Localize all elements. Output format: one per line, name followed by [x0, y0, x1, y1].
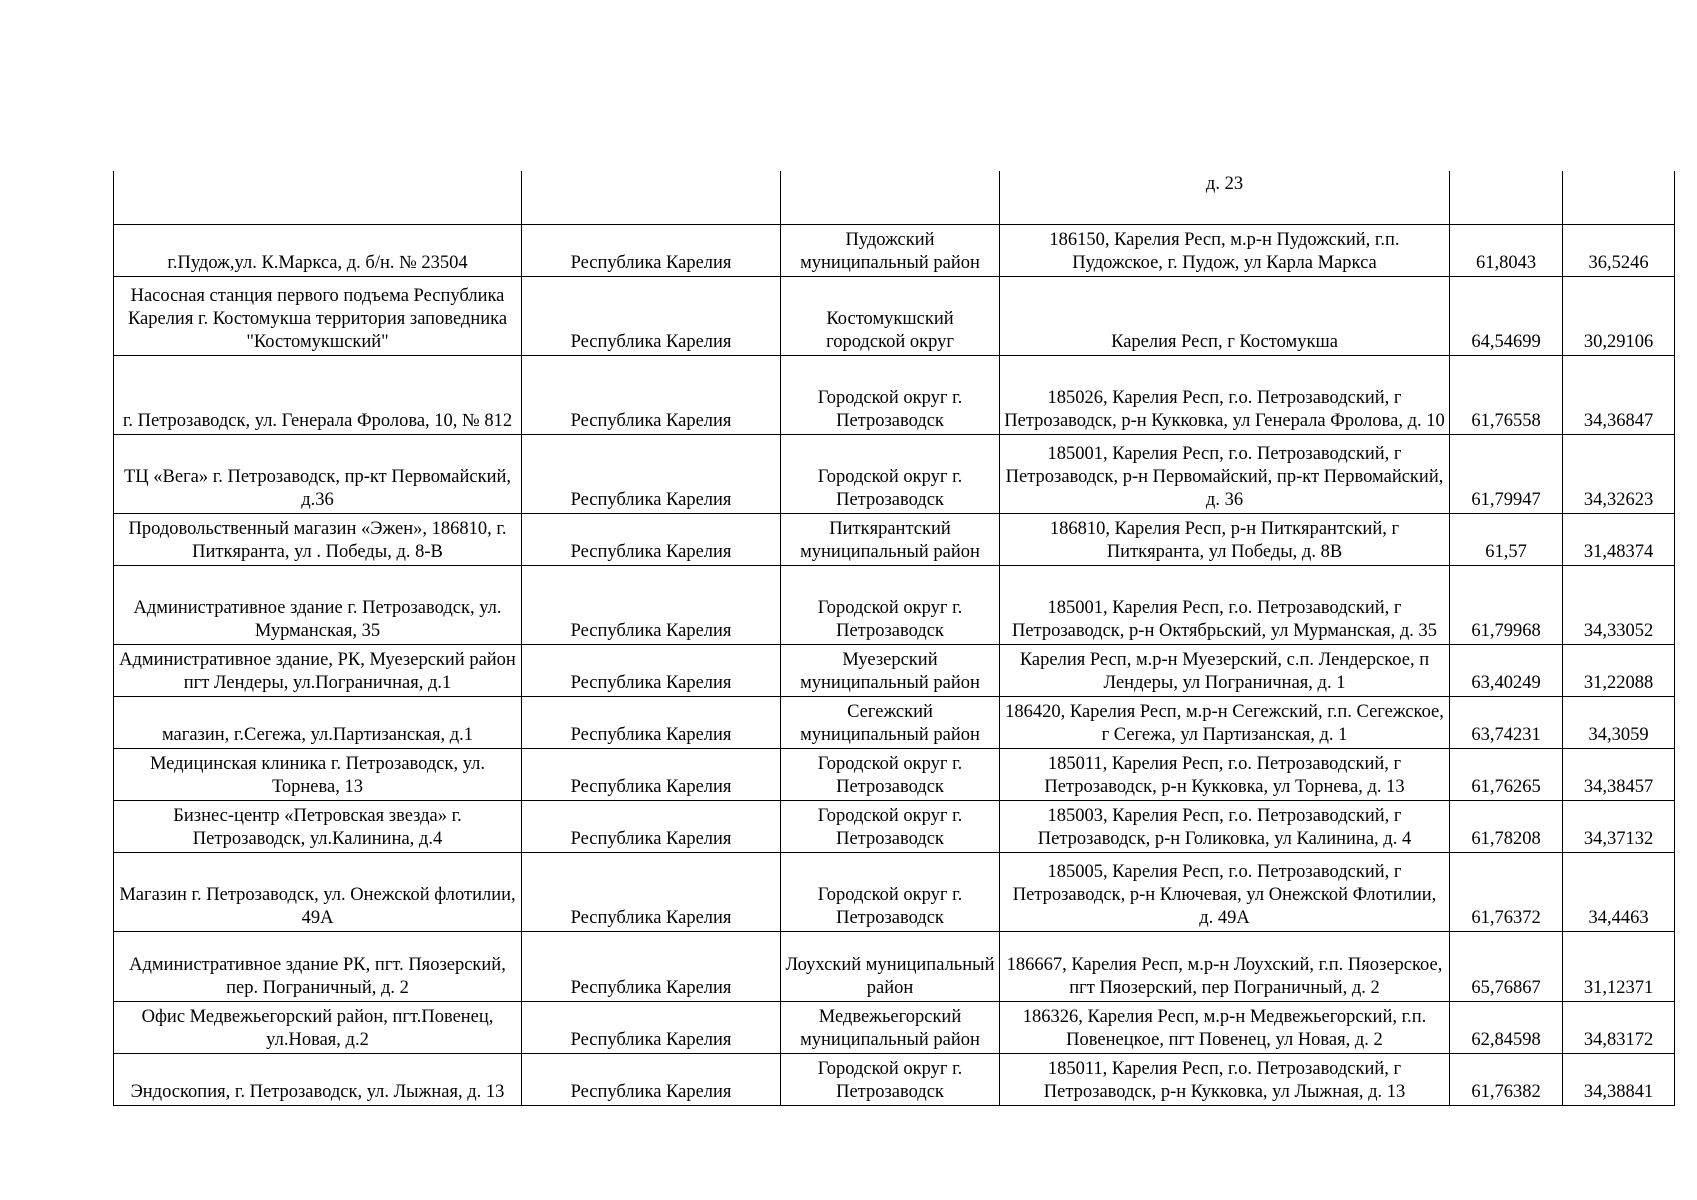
cell-region: Республика Карелия	[522, 434, 781, 513]
cell-region: Республика Карелия	[522, 565, 781, 644]
cell-region: Республика Карелия	[522, 513, 781, 565]
cell-address: Карелия Респ, г Костомукша	[1000, 276, 1450, 355]
cell-region: Республика Карелия	[522, 224, 781, 276]
cell-address: Карелия Респ, м.р-н Муезерский, с.п. Лендерское, п Лендеры, ул Пограничная, д. 1	[1000, 644, 1450, 696]
table-row	[114, 224, 1675, 276]
cell-municipality: Городской округ г. Петрозаводск	[781, 800, 1000, 852]
cell-longitude: 34,3059	[1563, 696, 1675, 748]
table-body	[114, 171, 1675, 1105]
cell-longitude	[1563, 171, 1675, 224]
table-row	[114, 800, 1675, 852]
cell-address: 185011, Карелия Респ, г.о. Петрозаводский, г Петрозаводск, р-н Кукковка, ул Лыжная, д. 13	[1000, 1053, 1450, 1105]
cell-address: 185003, Карелия Респ, г.о. Петрозаводский, г Петрозаводск, р-н Голиковка, ул Калинина, д. 4	[1000, 800, 1450, 852]
cell-municipality: Городской округ г. Петрозаводск	[781, 748, 1000, 800]
table-row	[114, 931, 1675, 1001]
cell-address: 186420, Карелия Респ, м.р-н Сегежский, г.п. Сегежское, г Сегежа, ул Партизанская, д. 1	[1000, 696, 1450, 748]
cell-address: 185001, Карелия Респ, г.о. Петрозаводский, г Петрозаводск, р-н Октябрьский, ул Мурманская, д. 35	[1000, 565, 1450, 644]
cell-region: Республика Карелия	[522, 931, 781, 1001]
cell-region: Республика Карелия	[522, 800, 781, 852]
cell-latitude: 63,74231	[1450, 696, 1563, 748]
cell-longitude: 34,38841	[1563, 1053, 1675, 1105]
table-row	[114, 1053, 1675, 1105]
cell-name: Магазин г. Петрозаводск, ул. Онежской флотилии, 49А	[114, 852, 522, 931]
cell-longitude: 34,83172	[1563, 1001, 1675, 1053]
cell-municipality: Лоухский муниципальный район	[781, 931, 1000, 1001]
cell-latitude: 61,76558	[1450, 355, 1563, 434]
cell-name: ТЦ «Вега» г. Петрозаводск, пр-кт Первомайский, д.36	[114, 434, 522, 513]
cell-address: 186667, Карелия Респ, м.р-н Лоухский, г.п. Пяозерское, пгт Пяозерский, пер Пограничный, д. 2	[1000, 931, 1450, 1001]
cell-latitude	[1450, 171, 1563, 224]
cell-address: д. 23	[1000, 171, 1450, 224]
cell-name: Медицинская клиника г. Петрозаводск, ул. Торнева, 13	[114, 748, 522, 800]
cell-region: Республика Карелия	[522, 276, 781, 355]
cell-latitude: 61,79947	[1450, 434, 1563, 513]
cell-name: Административное здание РК, пгт. Пяозерский, пер. Пограничный, д. 2	[114, 931, 522, 1001]
cell-address: 186326, Карелия Респ, м.р-н Медвежьегорский, г.п. Повенецкое, пгт Повенец, ул Новая, д. 2	[1000, 1001, 1450, 1053]
cell-name: Продовольственный магазин «Эжен», 186810, г. Питкяранта, ул . Победы, д. 8-В	[114, 513, 522, 565]
table-row	[114, 1001, 1675, 1053]
cell-longitude: 34,37132	[1563, 800, 1675, 852]
cell-address: 186150, Карелия Респ, м.р-н Пудожский, г.п. Пудожское, г. Пудож, ул Карла Маркса	[1000, 224, 1450, 276]
cell-address: 185011, Карелия Респ, г.о. Петрозаводский, г Петрозаводск, р-н Кукковка, ул Торнева, д. 13	[1000, 748, 1450, 800]
cell-address: 185026, Карелия Респ, г.о. Петрозаводский, г Петрозаводск, р-н Кукковка, ул Генерала Фролова, д. 10	[1000, 355, 1450, 434]
cell-latitude: 61,76265	[1450, 748, 1563, 800]
cell-municipality: Медвежьегорский муниципальный район	[781, 1001, 1000, 1053]
cell-region: Республика Карелия	[522, 355, 781, 434]
cell-longitude: 34,38457	[1563, 748, 1675, 800]
cell-address: 185005, Карелия Респ, г.о. Петрозаводский, г Петрозаводск, р-н Ключевая, ул Онежской Флотилии, д. 49А	[1000, 852, 1450, 931]
table-row	[114, 513, 1675, 565]
cell-municipality: Муезерский муниципальный район	[781, 644, 1000, 696]
cell-region: Республика Карелия	[522, 852, 781, 931]
table-row	[114, 434, 1675, 513]
cell-region: Республика Карелия	[522, 748, 781, 800]
table-row	[114, 696, 1675, 748]
table-row	[114, 644, 1675, 696]
cell-latitude: 65,76867	[1450, 931, 1563, 1001]
cell-municipality: Костомукшский городской округ	[781, 276, 1000, 355]
cell-municipality: Городской округ г. Петрозаводск	[781, 434, 1000, 513]
cell-municipality: Питкярантский муниципальный район	[781, 513, 1000, 565]
cell-latitude: 61,79968	[1450, 565, 1563, 644]
table-row	[114, 276, 1675, 355]
cell-latitude: 61,78208	[1450, 800, 1563, 852]
table-row	[114, 748, 1675, 800]
locations-table	[113, 171, 1675, 1106]
cell-name: Насосная станция первого подъема Республика Карелия г. Костомукша территория заповедника "Костомукшский"	[114, 276, 522, 355]
cell-region: Республика Карелия	[522, 1053, 781, 1105]
cell-name: магазин, г.Сегежа, ул.Партизанская, д.1	[114, 696, 522, 748]
cell-latitude: 63,40249	[1450, 644, 1563, 696]
cell-municipality: Городской округ г. Петрозаводск	[781, 1053, 1000, 1105]
cell-name: Бизнес-центр «Петровская звезда» г. Петрозаводск, ул.Калинина, д.4	[114, 800, 522, 852]
table-row	[114, 852, 1675, 931]
cell-longitude: 31,22088	[1563, 644, 1675, 696]
cell-address: 186810, Карелия Респ, р-н Питкярантский, г Питкяранта, ул Победы, д. 8В	[1000, 513, 1450, 565]
table-row	[114, 565, 1675, 644]
cell-latitude: 64,54699	[1450, 276, 1563, 355]
cell-longitude: 30,29106	[1563, 276, 1675, 355]
cell-name: Административное здание, РК, Муезерский район пгт Лендеры, ул.Пограничная, д.1	[114, 644, 522, 696]
cell-region: Республика Карелия	[522, 696, 781, 748]
cell-municipality: Городской округ г. Петрозаводск	[781, 852, 1000, 931]
table-row	[114, 355, 1675, 434]
cell-longitude: 36,5246	[1563, 224, 1675, 276]
cell-longitude: 34,36847	[1563, 355, 1675, 434]
cell-municipality: Городской округ г. Петрозаводск	[781, 565, 1000, 644]
cell-latitude: 61,8043	[1450, 224, 1563, 276]
cell-name: Офис Медвежьегорский район, пгт.Повенец, ул.Новая, д.2	[114, 1001, 522, 1053]
cell-latitude: 61,57	[1450, 513, 1563, 565]
cell-name	[114, 171, 522, 224]
cell-municipality: Сегежский муниципальный район	[781, 696, 1000, 748]
cell-name: г.Пудож,ул. К.Маркса, д. б/н. № 23504	[114, 224, 522, 276]
cell-longitude: 34,32623	[1563, 434, 1675, 513]
cell-municipality: Пудожский муниципальный район	[781, 224, 1000, 276]
cell-longitude: 31,12371	[1563, 931, 1675, 1001]
cell-latitude: 61,76372	[1450, 852, 1563, 931]
cell-municipality	[781, 171, 1000, 224]
cell-region: Республика Карелия	[522, 644, 781, 696]
cell-address: 185001, Карелия Респ, г.о. Петрозаводский, г Петрозаводск, р-н Первомайский, пр-кт Первомайский, д. 36	[1000, 434, 1450, 513]
continuation-row	[114, 171, 1675, 224]
cell-municipality: Городской округ г. Петрозаводск	[781, 355, 1000, 434]
cell-longitude: 34,33052	[1563, 565, 1675, 644]
cell-name: Административное здание г. Петрозаводск, ул. Мурманская, 35	[114, 565, 522, 644]
cell-longitude: 31,48374	[1563, 513, 1675, 565]
cell-longitude: 34,4463	[1563, 852, 1675, 931]
cell-latitude: 61,76382	[1450, 1053, 1563, 1105]
cell-latitude: 62,84598	[1450, 1001, 1563, 1053]
cell-region: Республика Карелия	[522, 1001, 781, 1053]
cell-name: Эндоскопия, г. Петрозаводск, ул. Лыжная, д. 13	[114, 1053, 522, 1105]
cell-name: г. Петрозаводск, ул. Генерала Фролова, 10, № 812	[114, 355, 522, 434]
cell-region	[522, 171, 781, 224]
